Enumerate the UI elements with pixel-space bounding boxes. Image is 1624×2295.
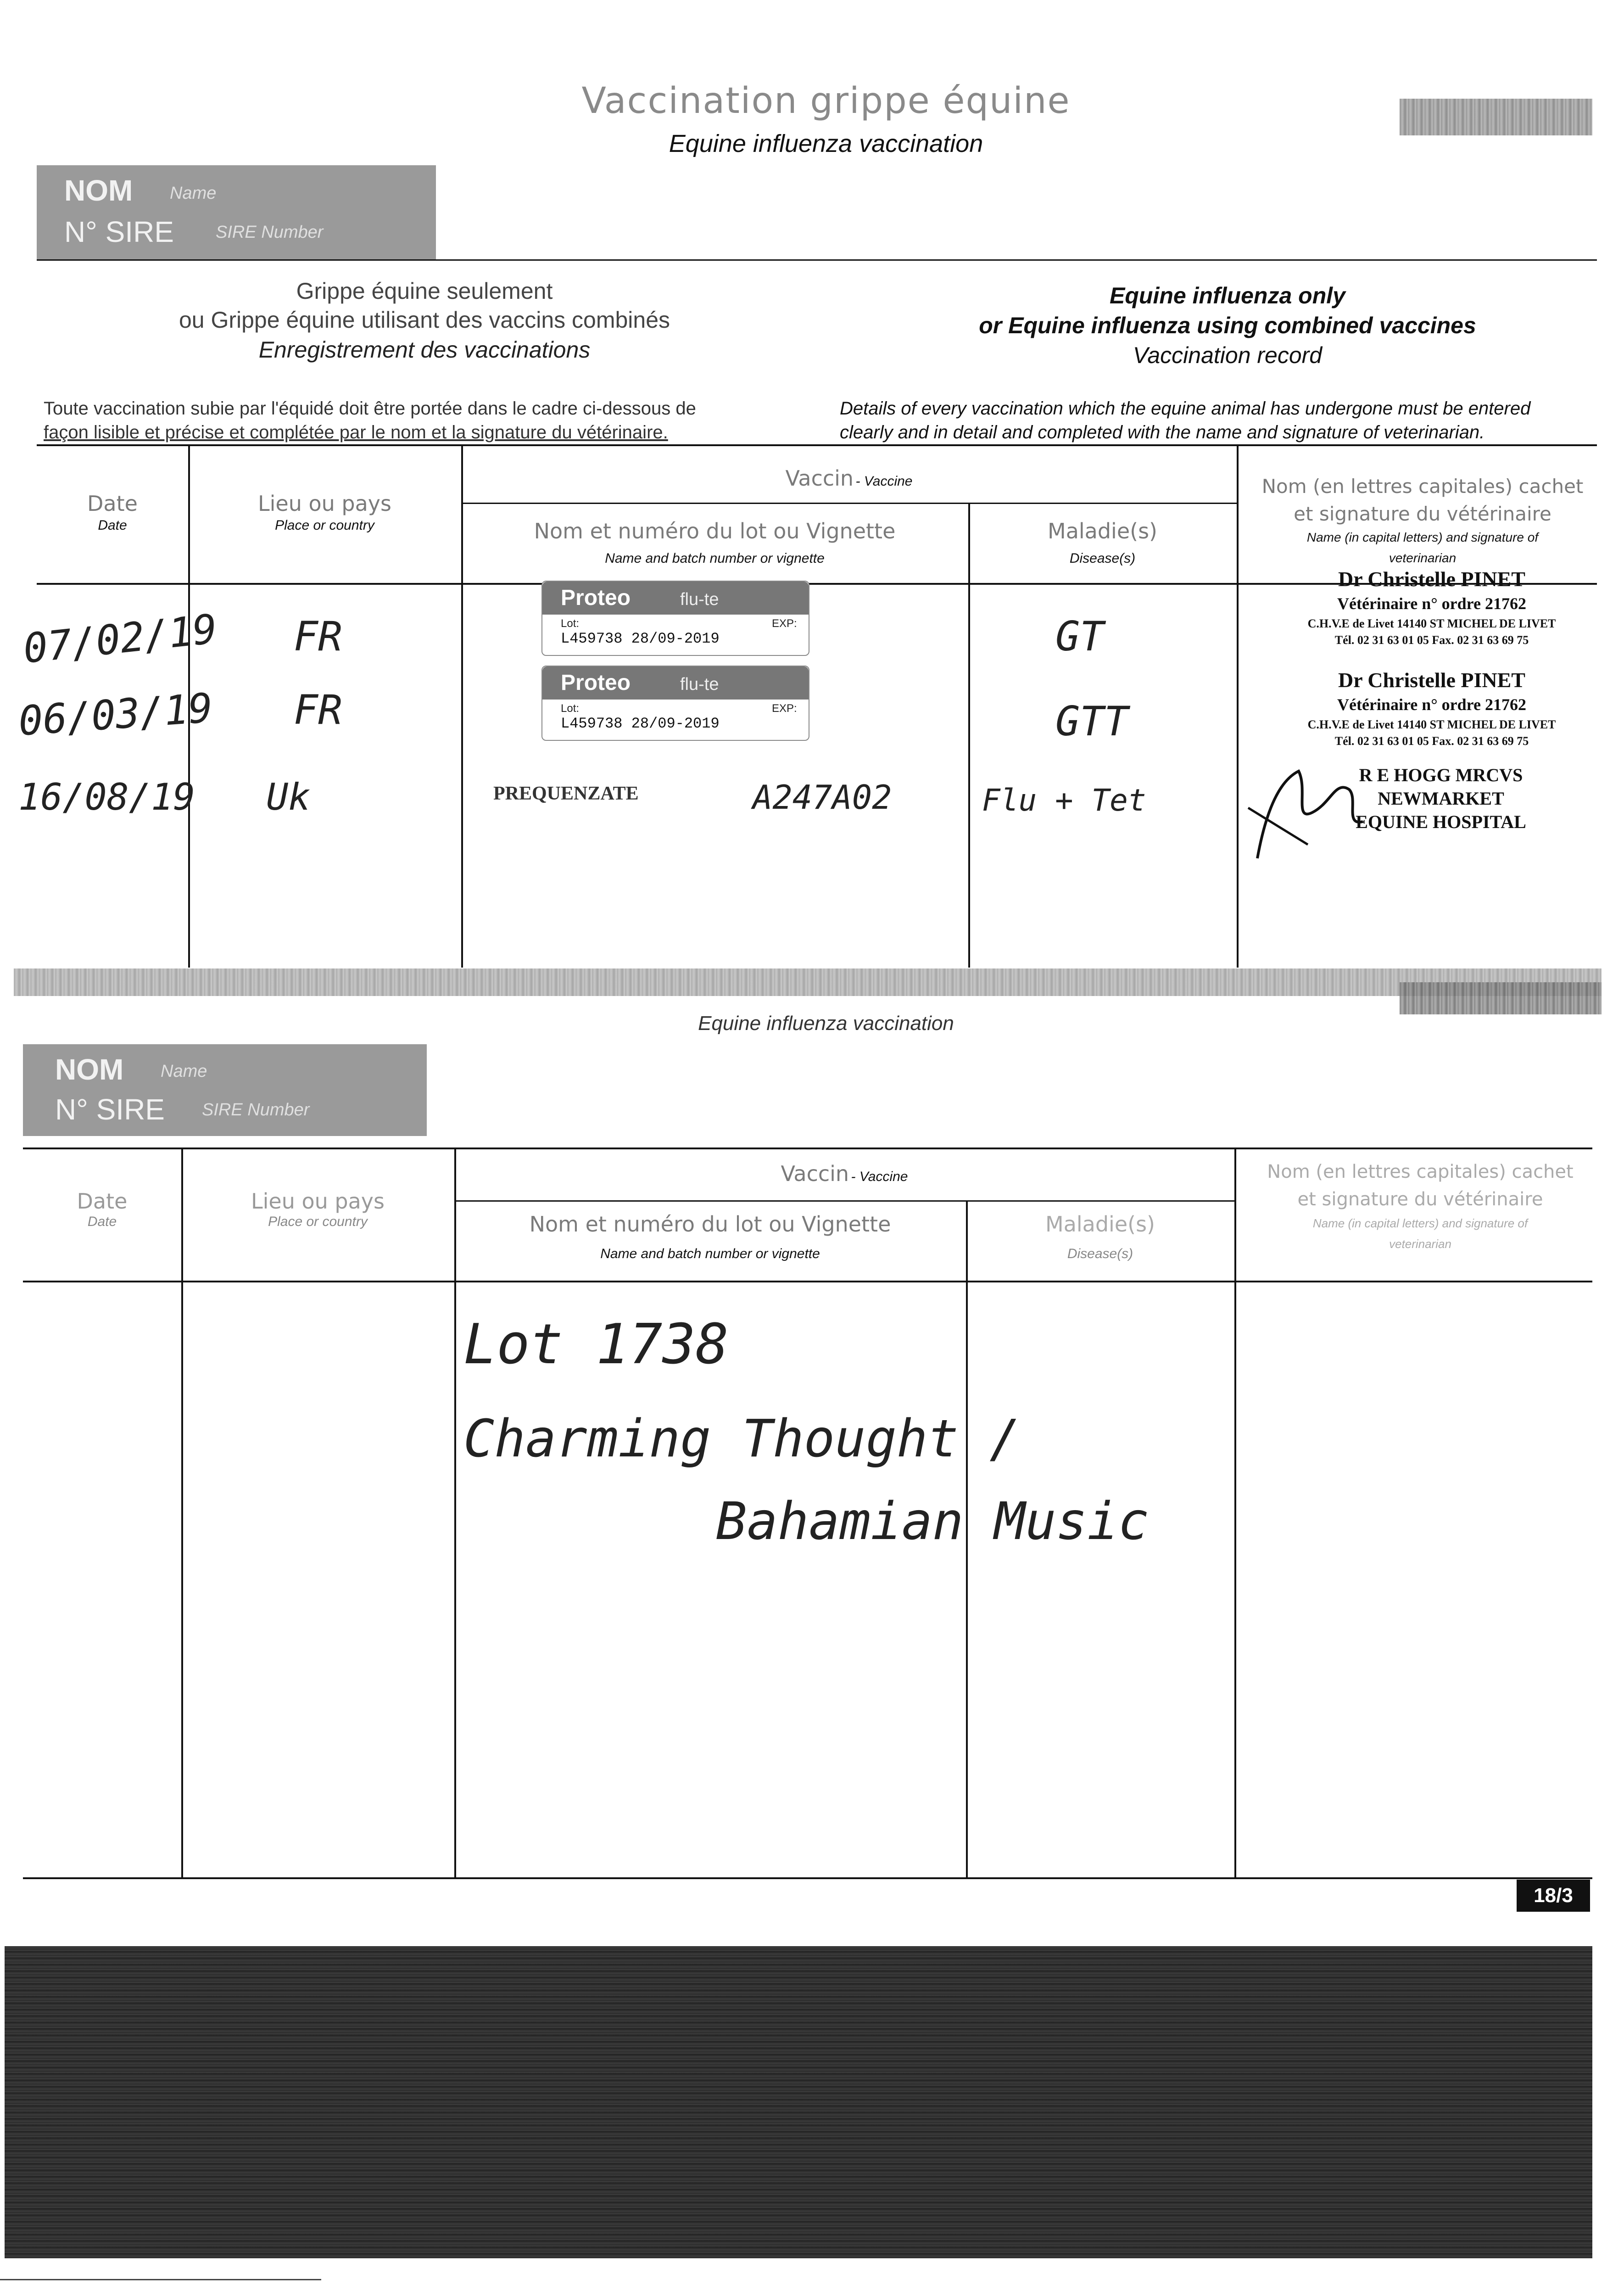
form-title-fr: Vaccination grippe équine [581, 80, 1071, 122]
rule [0, 2279, 321, 2280]
second-name-sire-box [23, 1044, 427, 1136]
row2-vaccine-sticker [541, 666, 809, 741]
intro-fr-1: Grippe équine seulement [296, 278, 553, 304]
sticker-lot-value: L459738 28/09-2019 [561, 715, 720, 732]
t2-header-vet-en-1: Name (in capital letters) and signature of [1312, 1216, 1528, 1230]
row3-vaccine-name: PREQUENZATE [493, 783, 639, 804]
t2-header-date: Date [77, 1189, 128, 1214]
sticker-brand: Proteo [561, 671, 631, 695]
col-divider [968, 503, 970, 968]
sticker-brand-sub: flu-te [680, 590, 719, 609]
stamp-line-3: C.H.V.E de Livet 14140 ST MICHEL DE LIVET [1307, 718, 1556, 731]
sticker-lot-label: Lot: [561, 702, 580, 715]
stamp-line-1: R E HOGG MRCVS [1359, 765, 1523, 785]
page-number-badge: 18/3 [1517, 1880, 1590, 1912]
row2-date: 06/03/19 [17, 684, 214, 745]
stamp-line-1: Dr Christelle PINET [1338, 668, 1525, 692]
sticker-lot-label: Lot: [561, 617, 580, 630]
header-place: Lieu ou pays [258, 491, 391, 516]
row1-place: FR [294, 613, 342, 660]
intro-fr-note-1: Toute vaccination subie par l'équidé doit être portée dans le cadre ci-dessous de [44, 398, 696, 419]
nom-label-en: Name [170, 184, 217, 203]
sticker-lot-value: L459738 28/09-2019 [561, 630, 720, 647]
sticker-exp-label: EXP: [772, 617, 797, 630]
table1-top-rule [37, 444, 1597, 446]
row2-vet-stamp [1267, 668, 1597, 748]
handwritten-lot: Lot 1738 [463, 1313, 729, 1377]
sire-label-en: SIRE Number [216, 223, 324, 242]
sticker-brand-sub: flu-te [680, 675, 719, 694]
t2-header-place: Lieu ou pays [251, 1189, 385, 1214]
header-disease-en: Disease(s) [1069, 551, 1136, 566]
header-vaccine-label: Vaccin [785, 466, 854, 491]
header-date: Date [87, 491, 138, 516]
stamp-line-4: Tél. 02 31 63 01 05 Fax. 02 31 63 69 75 [1334, 734, 1529, 748]
header-lot-en: Name and batch number or vignette [605, 551, 825, 566]
intro-en-1: Equine influenza only [1110, 283, 1345, 308]
row1-disease: GT [1055, 613, 1104, 660]
t2-header-place-en: Place or country [268, 1214, 368, 1229]
second-title-en: Equine influenza vaccination [698, 1012, 954, 1035]
header-vet-2: et signature du vétérinaire [1294, 503, 1551, 525]
row1-vet-stamp [1267, 567, 1597, 647]
scan-artifact [1400, 982, 1602, 1014]
table2-top-rule [23, 1148, 1592, 1149]
row3-place: Uk [266, 776, 311, 818]
header-vaccine [461, 466, 1237, 491]
row2-disease: GTT [1055, 698, 1128, 745]
stamp-line-3: EQUINE HOSPITAL [1356, 812, 1526, 832]
stamp-line-2: NEWMARKET [1378, 788, 1504, 809]
intro-en-note-1: Details of every vaccination which the equine animal has undergone must be entered [840, 398, 1531, 419]
scan-artifact [14, 968, 1602, 996]
stamp-line-2: Vétérinaire n° ordre 21762 [1337, 695, 1526, 714]
form-title-en: Equine influenza vaccination [669, 130, 983, 157]
header-vet-en-1: Name (in capital letters) and signature of [1306, 530, 1539, 544]
row3-date: 16/08/19 [18, 776, 195, 818]
name-sire-box [37, 165, 436, 259]
second-sire-label: N° SIRE [55, 1093, 165, 1126]
rule [37, 259, 1597, 261]
header-date-en: Date [98, 518, 127, 533]
row1-vaccine-sticker [541, 581, 809, 656]
header-disease: Maladie(s) [1048, 519, 1157, 543]
t2-header-vet-en-2: veterinarian [1389, 1237, 1451, 1251]
header-vaccine-en: - Vaccine [855, 474, 913, 489]
stamp-line-2: Vétérinaire n° ordre 21762 [1337, 594, 1526, 613]
row3-disease: Flu + Tet [982, 783, 1146, 818]
handwritten-line-3: Bahamian Music [716, 1492, 1150, 1551]
row2-place: FR [294, 686, 342, 733]
vaccine-split-rule [461, 503, 1237, 504]
intro-en-note-2: clearly and in detail and completed with the name and signature of veterinarian. [840, 422, 1485, 442]
stamp-line-4: Tél. 02 31 63 01 05 Fax. 02 31 63 69 75 [1334, 633, 1529, 647]
second-nom-label: NOM [55, 1053, 124, 1086]
vet-signature [1239, 753, 1377, 872]
table2-header-rule [23, 1281, 1592, 1282]
scan-dark-region [5, 1946, 1592, 2258]
vaccine-split-rule [454, 1200, 1234, 1202]
t2-header-lot: Nom et numéro du lot ou Vignette [529, 1212, 891, 1237]
t2-header-vaccine-en: - Vaccine [851, 1169, 908, 1184]
t2-header-vaccine [454, 1161, 1234, 1186]
intro-en-2: or Equine influenza using combined vaccines [979, 313, 1476, 338]
sticker-exp-label: EXP: [772, 702, 797, 715]
t2-header-lot-en: Name and batch number or vignette [600, 1246, 820, 1261]
t2-header-disease: Maladie(s) [1045, 1212, 1155, 1237]
t2-header-vet-1: Nom (en lettres capitales) cachet [1267, 1161, 1574, 1182]
header-lot: Nom et numéro du lot ou Vignette [534, 519, 896, 543]
row3-batch: A247A02 [753, 778, 892, 817]
handwritten-line-2: Charming Thought / [463, 1409, 1021, 1469]
stamp-line-1: Dr Christelle PINET [1338, 567, 1525, 591]
table2-bottom-rule [23, 1877, 1592, 1879]
row1-date: 07/02/19 [21, 605, 220, 672]
nom-label: NOM [64, 174, 133, 207]
intro-fr-note-2: façon lisible et précise et complétée par le nom et la signature du vétérinaire. [44, 422, 668, 442]
t2-header-vet-2: et signature du vétérinaire [1297, 1189, 1543, 1210]
t2-header-date-en: Date [87, 1214, 117, 1229]
t2-header-vaccine-label: Vaccin [781, 1161, 849, 1186]
scan-artifact [1400, 99, 1592, 135]
header-place-en: Place or country [275, 518, 374, 533]
second-nom-label-en: Name [161, 1062, 207, 1081]
second-sire-label-en: SIRE Number [202, 1100, 310, 1120]
header-vet-1: Nom (en lettres capitales) cachet [1261, 475, 1584, 498]
col-divider [1234, 1148, 1236, 1877]
col-divider [181, 1148, 183, 1877]
intro-fr-3: Enregistrement des vaccinations [258, 337, 591, 363]
sire-label: N° SIRE [64, 215, 174, 248]
sticker-brand: Proteo [561, 586, 631, 610]
intro-fr-2: ou Grippe équine utilisant des vaccins combinés [179, 307, 670, 333]
t2-header-disease-en: Disease(s) [1067, 1246, 1133, 1261]
intro-en-3: Vaccination record [1133, 342, 1323, 368]
stamp-line-3: C.H.V.E de Livet 14140 ST MICHEL DE LIVET [1307, 617, 1556, 630]
col-divider [1237, 444, 1239, 968]
header-vet-en-2: veterinarian [1389, 551, 1457, 565]
